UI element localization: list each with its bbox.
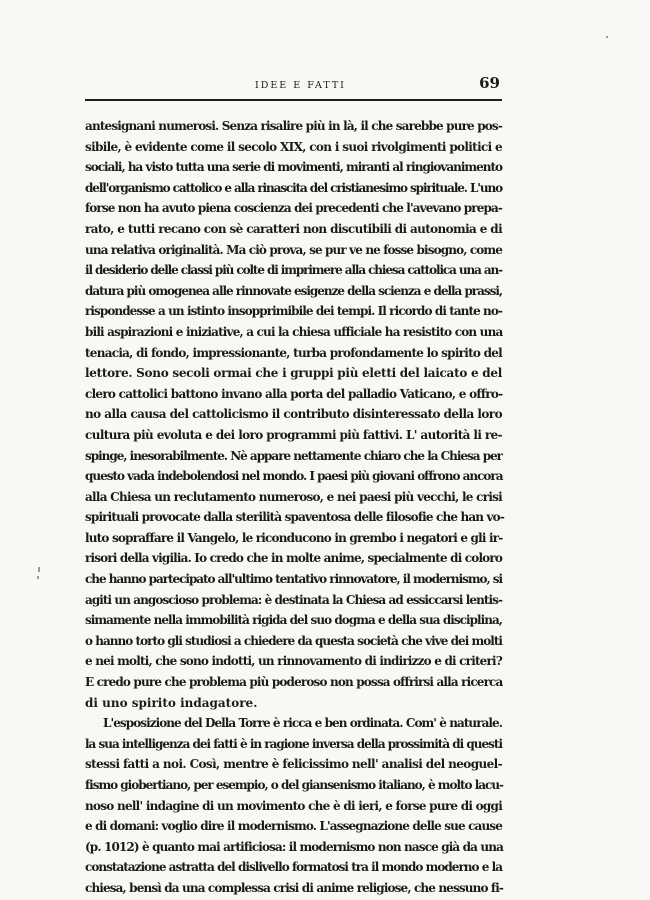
text-line: (p. 1012) è quanto mai artificiosa: il modernismo non nasce già da una bbox=[85, 839, 504, 854]
text-line: noso nell' indagine di un movimento che è di ieri, e forse pure di oggi bbox=[85, 798, 503, 813]
text-line: rispondesse a un istinto insopprimibile dei tempi. Il ricordo di tante no- bbox=[85, 304, 502, 319]
text-line: spinge, inesorabilmente. Nè appare nettamente chiaro che la Chiesa per bbox=[85, 448, 502, 463]
text-line: lettore. Sono secoli ormai che i gruppi più eletti del laicato e del bbox=[85, 366, 502, 381]
text-line: fismo giobertiano, per esempio, o del giansenismo italiano, è molto lacu- bbox=[85, 778, 503, 792]
running-title: IDEE E FATTI bbox=[255, 80, 346, 91]
text-line: datura più omogenea alle rinnovate esigenze della scienza e della prassi, bbox=[85, 283, 503, 298]
text-line: no alla causa del cattolicismo il contributo disinteressato della loro bbox=[85, 407, 503, 422]
text-line: che hanno partecipato all'ultimo tentativo rinnovatore, il modernismo, si bbox=[85, 572, 502, 587]
text-line: clero cattolici battono invano alla porta del palladio Vaticano, e offro- bbox=[85, 386, 503, 401]
text-line: sibile, è evidente come il secolo XIX, con i suoi rivolgimenti politici e bbox=[85, 139, 502, 154]
text-line: forse non ha avuto piena coscienza dei precedenti che l'avevano prepa- bbox=[85, 201, 502, 216]
text-line: una relativa originalità. Ma ciò prova, se pur ve ne fosse bisogno, come bbox=[85, 242, 502, 257]
text-line: questo vada indebolendosi nel mondo. I paesi più giovani offrono ancora bbox=[85, 469, 503, 484]
text-line: dell'organismo cattolico e alla rinascita del cristianesimo spirituale. L'uno bbox=[85, 180, 502, 195]
text-line: luto sopraffare il Vangelo, le riconducono in grembo i negatori e gli ir- bbox=[85, 530, 503, 545]
text-line: bili aspirazioni e iniziative, a cui la chiesa ufficiale ha resistito con una bbox=[85, 324, 503, 339]
text-line: spirituali provocate dalla sterilità spaventosa delle filosofie che han vo- bbox=[85, 510, 504, 525]
running-head bbox=[85, 74, 500, 94]
text-line: constatazione astratta del dislivello formatosi tra il mondo moderno e la bbox=[85, 860, 503, 875]
text-line: antesignani numerosi. Senza risalire più in là, il che sarebbe pure pos- bbox=[85, 119, 502, 133]
text-line: cultura più evoluta e dei loro programmi più fattivi. L' autorità li re- bbox=[85, 427, 502, 442]
text-line: di uno spirito indagatore. bbox=[85, 695, 258, 710]
scan-speck bbox=[37, 576, 39, 579]
text-line: risori della vigilia. Io credo che in molte anime, specialmente di coloro bbox=[85, 551, 503, 566]
text-line: L'esposizione del Della Torre è ricca e ben ordinata. Com' è naturale. bbox=[103, 716, 502, 731]
page-number: 69 bbox=[479, 74, 500, 92]
text-line: chiesa, bensì da una complessa crisi di anime religiose, che nessuno fi- bbox=[85, 880, 503, 895]
text-line: alla Chiesa un reclutamento numeroso, e nei paesi più vecchi, le crisi bbox=[85, 489, 502, 504]
text-line: il desiderio delle classi più colte di imprimere alla chiesa cattolica una an- bbox=[85, 263, 503, 278]
scan-speck bbox=[38, 567, 40, 572]
scan-speck bbox=[606, 36, 608, 38]
text-line: la sua intelligenza dei fatti è in ragione inversa della prossimità di questi bbox=[85, 736, 502, 751]
text-line: stessi fatti a noi. Così, mentre è felicissimo nell' analisi del neoguel- bbox=[85, 757, 503, 772]
text-line: e di domani: voglio dire il modernismo. L'assegnazione delle sue cause bbox=[85, 819, 502, 834]
body-text bbox=[85, 116, 502, 899]
text-line: E credo pure che problema più poderoso non possa offrirsi alla ricerca bbox=[85, 675, 503, 690]
text-line: o hanno torto gli studiosi a chiedere da questa società che vive dei molti bbox=[85, 633, 503, 648]
text-line: e nei molti, che sono indotti, un rinnovamento di indirizzo e di criteri? bbox=[85, 654, 503, 669]
text-line: sociali, ha visto tutta una serie di movimenti, miranti al ringiovanimento bbox=[85, 160, 502, 175]
text-line: simamente nella immobilità rigida del suo dogma e della sua disciplina, bbox=[85, 613, 502, 628]
text-line: tenacia, di fondo, impressionante, turba profondamente lo spirito del bbox=[85, 345, 502, 360]
text-line: rato, e tutti recano con sè caratteri non discutibili di autonomia e di bbox=[85, 221, 503, 236]
header-rule bbox=[85, 99, 502, 101]
text-line: agiti un angoscioso problema: è destinata la Chiesa ad essiccarsi lentis- bbox=[85, 592, 502, 607]
